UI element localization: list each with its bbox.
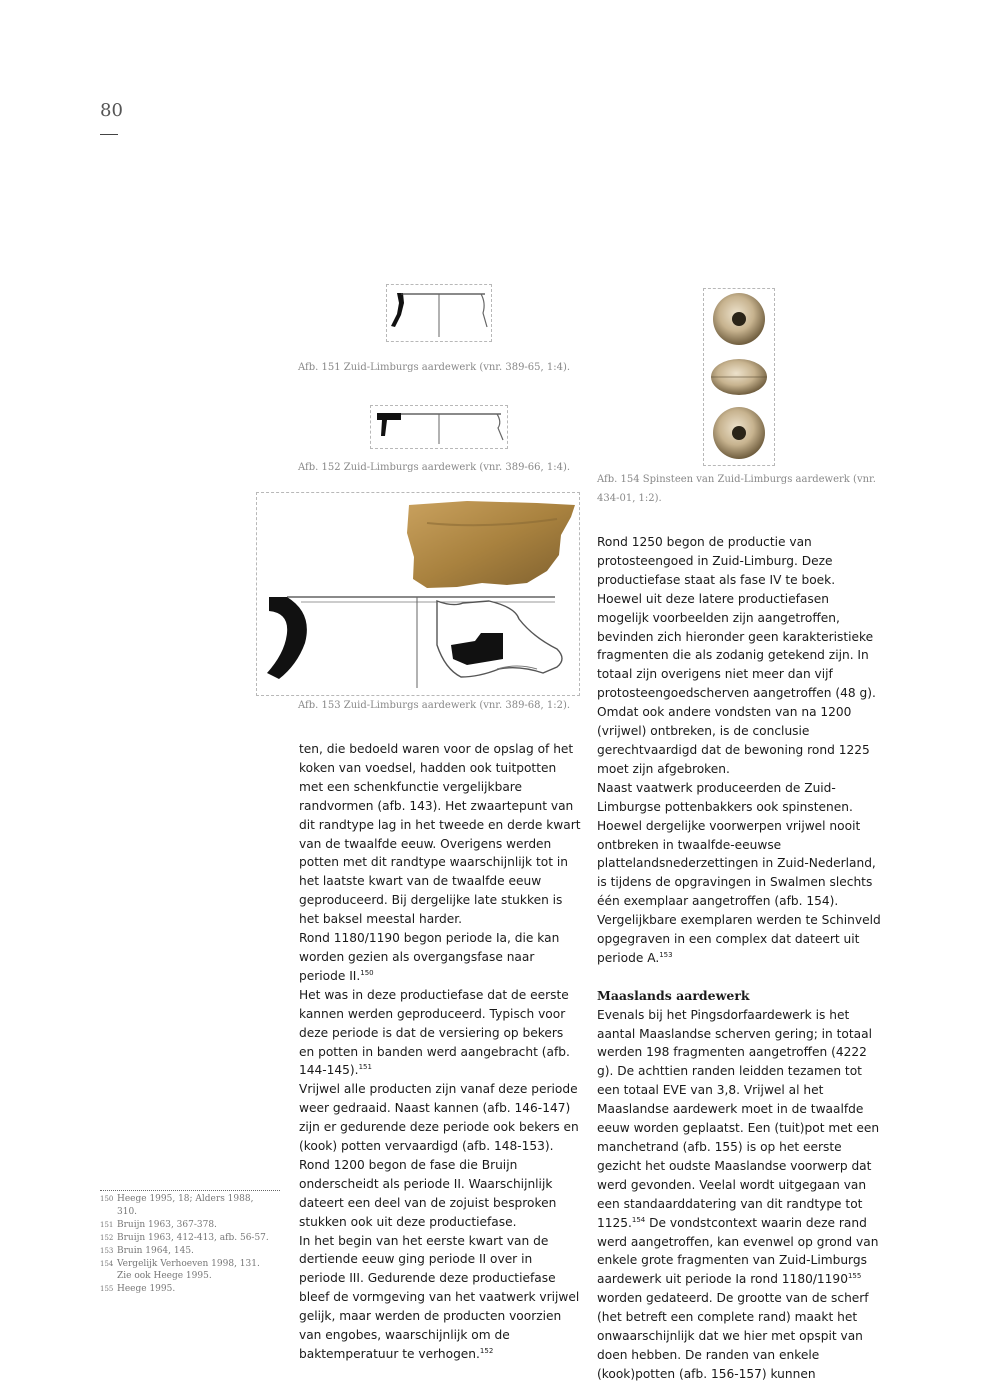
footnote-151 (100, 1219, 275, 1232)
footnote-152 (100, 1232, 275, 1245)
figure-151 (386, 284, 492, 342)
left-paragraph-6-text: In het begin van het eerste kwart van de dertiende eeuw ging periode II over in periode III. Gedurende deze productiefase bleef de vormgeving van het vaatwerk vrijwel gelijk, maar werden de producten voorzien van engobes, waarschijnlijk om de baktemperatuur te verhogen. (299, 1233, 580, 1361)
figure-154-caption-line2: 434-01, 1:2). (597, 493, 662, 504)
footnote-ref-152[interactable]: 152 (479, 1346, 494, 1355)
figure-151-caption: Afb. 151 Zuid-Limburgs aardewerk (vnr. 389-65, 1:4). (298, 362, 571, 373)
footnote-number: 152 (100, 1233, 114, 1242)
footnote-text: Bruijn 1963, 412-413, afb. 56-57. (117, 1232, 269, 1243)
right-paragraph-2 (597, 779, 882, 968)
right-paragraph-3-text: Evenals bij het Pingsdorfaardewerk is het aantal Maaslandse scherven gering; in totaal werden 198 fragmenten aangetroffen (4222 g). De achttien randen leidden tezamen tot een totaal EVE van 3,8. Vrijwel al het Maaslandse aardewerk moet in de twaalfde eeuw worden geplaatst. Een (tuit)pot met een manchetrand (afb. 155) is op het eerste gezicht het oudste Maaslandse voorwerp dat werd gevonden. Veelal wordt uitgegaan van een standaarddatering van dit randtype tot 1125. (597, 1007, 880, 1230)
left-paragraph-6 (299, 1232, 582, 1364)
figure-152 (370, 405, 508, 449)
left-paragraph-3-text: Het was in deze productiefase dat de eerste kannen werden geproduceerd. Typisch voor deze periode is dat de versiering op bekers en potten in banden werd aangebracht (afb. 144-145). (299, 987, 570, 1078)
figure-153-drawing (257, 493, 579, 695)
footnote-text: Vergelijk Verhoeven 1998, 131. Zie ook Heege 1995. (117, 1258, 260, 1282)
footnote-text: Heege 1995. (117, 1284, 176, 1295)
figure-154-caption (597, 472, 876, 507)
right-paragraph-2-text: Naast vaatwerk produceerden de Zuid-Limburgse pottenbakkers ook spinstenen. Hoewel dergelijke voorwerpen vrijwel nooit ontbreken in twaalfde-eeuwse plattelandsnederzettingen in Zuid-Nederland, is tijdens de opgravingen in Swalmen slechts één exemplaar aangetroffen (afb. 154). Vergelijkbare exemplaren werden te Schinveld opgegraven in een complex dat dateert uit periode A. (597, 780, 881, 965)
footnote-number: 150 (100, 1195, 114, 1203)
right-paragraph-3-text-b: De vondstcontext waarin deze rand werd aangetroffen, kan evenwel op grond van enkele grote fragmenten van Zuid-Limburgs aardewerk uit periode Ia rond 1180/1190 (597, 1215, 879, 1287)
footnote-155 (100, 1283, 275, 1296)
figure-151-drawing (387, 285, 491, 341)
figure-153-caption: Afb. 153 Zuid-Limburgs aardewerk (vnr. 389-68, 1:2). (298, 700, 571, 711)
section-heading: Maaslands aardewerk (597, 987, 750, 1003)
footnote-number: 153 (100, 1246, 114, 1255)
footnote-ref-151[interactable]: 151 (358, 1063, 372, 1072)
left-text-column (299, 740, 582, 1364)
right-paragraph-3 (597, 1006, 882, 1384)
left-paragraph-2 (299, 929, 582, 986)
page-number: 80 (100, 100, 123, 121)
figure-154-caption-line1: Afb. 154 Spinsteen van Zuid-Limburgs aardewerk (vnr. (597, 474, 876, 485)
footnotes (100, 1193, 275, 1296)
left-paragraph-3 (299, 986, 582, 1081)
right-paragraph-3-text-c: worden gedateerd. De grootte van de scherf (het betreft een complete rand) maakt het onwaarschijnlijk dat we hier met opspit van doen hebben. De randen van enkele (kook)potten (afb. 156-157) kunnen (597, 1291, 869, 1381)
footnote-number: 154 (100, 1259, 114, 1268)
figure-154 (703, 288, 775, 466)
right-text-column (597, 533, 882, 1384)
footnote-number: 151 (100, 1220, 114, 1229)
figure-153 (256, 492, 580, 696)
footnote-rule (100, 1190, 280, 1191)
left-paragraph-5: Rond 1200 begon de fase die Bruijn onderscheidt als periode II. Waarschijnlijk dateert een deel van de zojuist besproken stukken ook uit deze productiefase. (299, 1157, 557, 1229)
footnote-ref-154[interactable]: 154 (631, 1215, 646, 1224)
left-paragraph-4: Vrijwel alle producten zijn vanaf deze periode weer gedraaid. Naast kannen (afb. 146-147) zijn er gedurende deze periode ook bekers en (kook) potten vervaardigd (afb. 148-153). (299, 1082, 579, 1154)
paragraph-spacer (597, 968, 882, 987)
footnote-ref-150[interactable]: 150 (360, 968, 374, 977)
footnote-153 (100, 1245, 275, 1258)
right-paragraph-1: Rond 1250 begon de productie van protosteengoed in Zuid-Limburg. Deze productiefase staat als fase IV te boek. Hoewel uit deze latere productiefasen mogelijk voorbeelden zijn aangetroffen, bevinden zich hieronder geen karakteristieke fragmenten die als zodanig getekend zijn. In totaal zijn overigens niet meer dan vijf protosteengoedscherven aangetroffen (48 g). Omdat ook andere vondsten van na 1200 (vrijwel) ontbreken, is de conclusie gerechtvaardigd dat de bewoning rond 1225 moet zijn afgebroken. (597, 535, 876, 776)
figure-152-caption: Afb. 152 Zuid-Limburgs aardewerk (vnr. 389-66, 1:4). (298, 462, 571, 473)
left-paragraph-2-text: Rond 1180/1190 begon periode Ia, die kan worden gezien als overgangsfase naar periode II. (299, 931, 560, 983)
footnote-ref-155[interactable]: 155 (847, 1272, 862, 1281)
page-number-rule (100, 134, 118, 135)
footnote-ref-153[interactable]: 153 (659, 950, 673, 959)
footnote-150 (100, 1193, 275, 1219)
left-paragraph-1: ten, die bedoeld waren voor de opslag of het koken van voedsel, hadden ook tuitpotten met een schenkfunctie vergelijkbare randvormen (afb. 143). Het zwaartepunt van dit randtype lag in het tweede en derde kwart van de twaalfde eeuw. Overigens werden potten met dit randtype waarschijnlijk tot in het laatste kwart van de twaalfde eeuw geproduceerd. Bij dergelijke late stukken is het baksel meestal harder. (299, 742, 581, 927)
footnote-text: Bruijn 1963, 367-378. (117, 1219, 217, 1230)
footnote-154 (100, 1258, 275, 1284)
footnote-text: Bruin 1964, 145. (117, 1245, 194, 1256)
figure-152-drawing (371, 406, 507, 448)
footnote-text: Heege 1995, 18; Alders 1988, 310. (117, 1194, 254, 1217)
figure-154-drawing (704, 289, 774, 465)
footnote-number: 155 (100, 1285, 114, 1294)
